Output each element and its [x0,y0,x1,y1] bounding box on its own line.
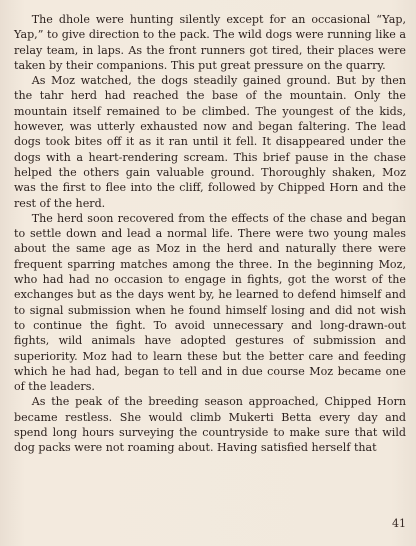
body-text [14,12,406,456]
paragraph-2: As Moz watched, the dogs steadily gained ground. But by then the tahr herd had reached the base of the mountain. Only the mountain itself remained to be climbed. The youngest of the kids, however, was utterly exhausted now and began faltering. The lead dogs took bites off it as it ran until it fell. It disappeared under the dogs with a heart-rendering scream. This brief pause in the chase helped the others gain valuable ground. Thoroughly shaken, Moz was the first to flee into the cliff, followed by Chipped Horn and the rest of the herd. [14,74,406,210]
paragraph-1: The dhole were hunting silently except for an occasional “Yap, Yap,” to give direction to the pack. The wild dogs were running like a relay team, in laps. As the front runners got tired, their places were taken by their companions. This put great pressure on the quarry. [14,13,406,72]
page-number: 41 [392,517,406,530]
paragraph-3: The herd soon recovered from the effects of the chase and began to settle down and lead a normal life. There were two young males about the same age as Moz in the herd and naturally there were frequent sparring matches among the three. In the beginning Moz, who had had no occasion to engage in fights, got the worst of the exchanges but as the days went by, he learned to defend himself and to signal submission when he found himself losing and did not wish to continue the fight. To avoid unnecessary and long-drawn-out fights, wild animals have adopted gestures of submission and superiority. Moz had to learn these but the better care and feeding which he had had, began to tell and in due course Moz became one of the leaders. [14,211,406,394]
paragraph-4: As the peak of the breeding season approached, Chipped Horn became restless. She would climb Mukerti Betta every day and spend long hours surveying the countryside to make sure that wild dog packs were not roaming about. Having satisfied herself that [14,395,406,455]
